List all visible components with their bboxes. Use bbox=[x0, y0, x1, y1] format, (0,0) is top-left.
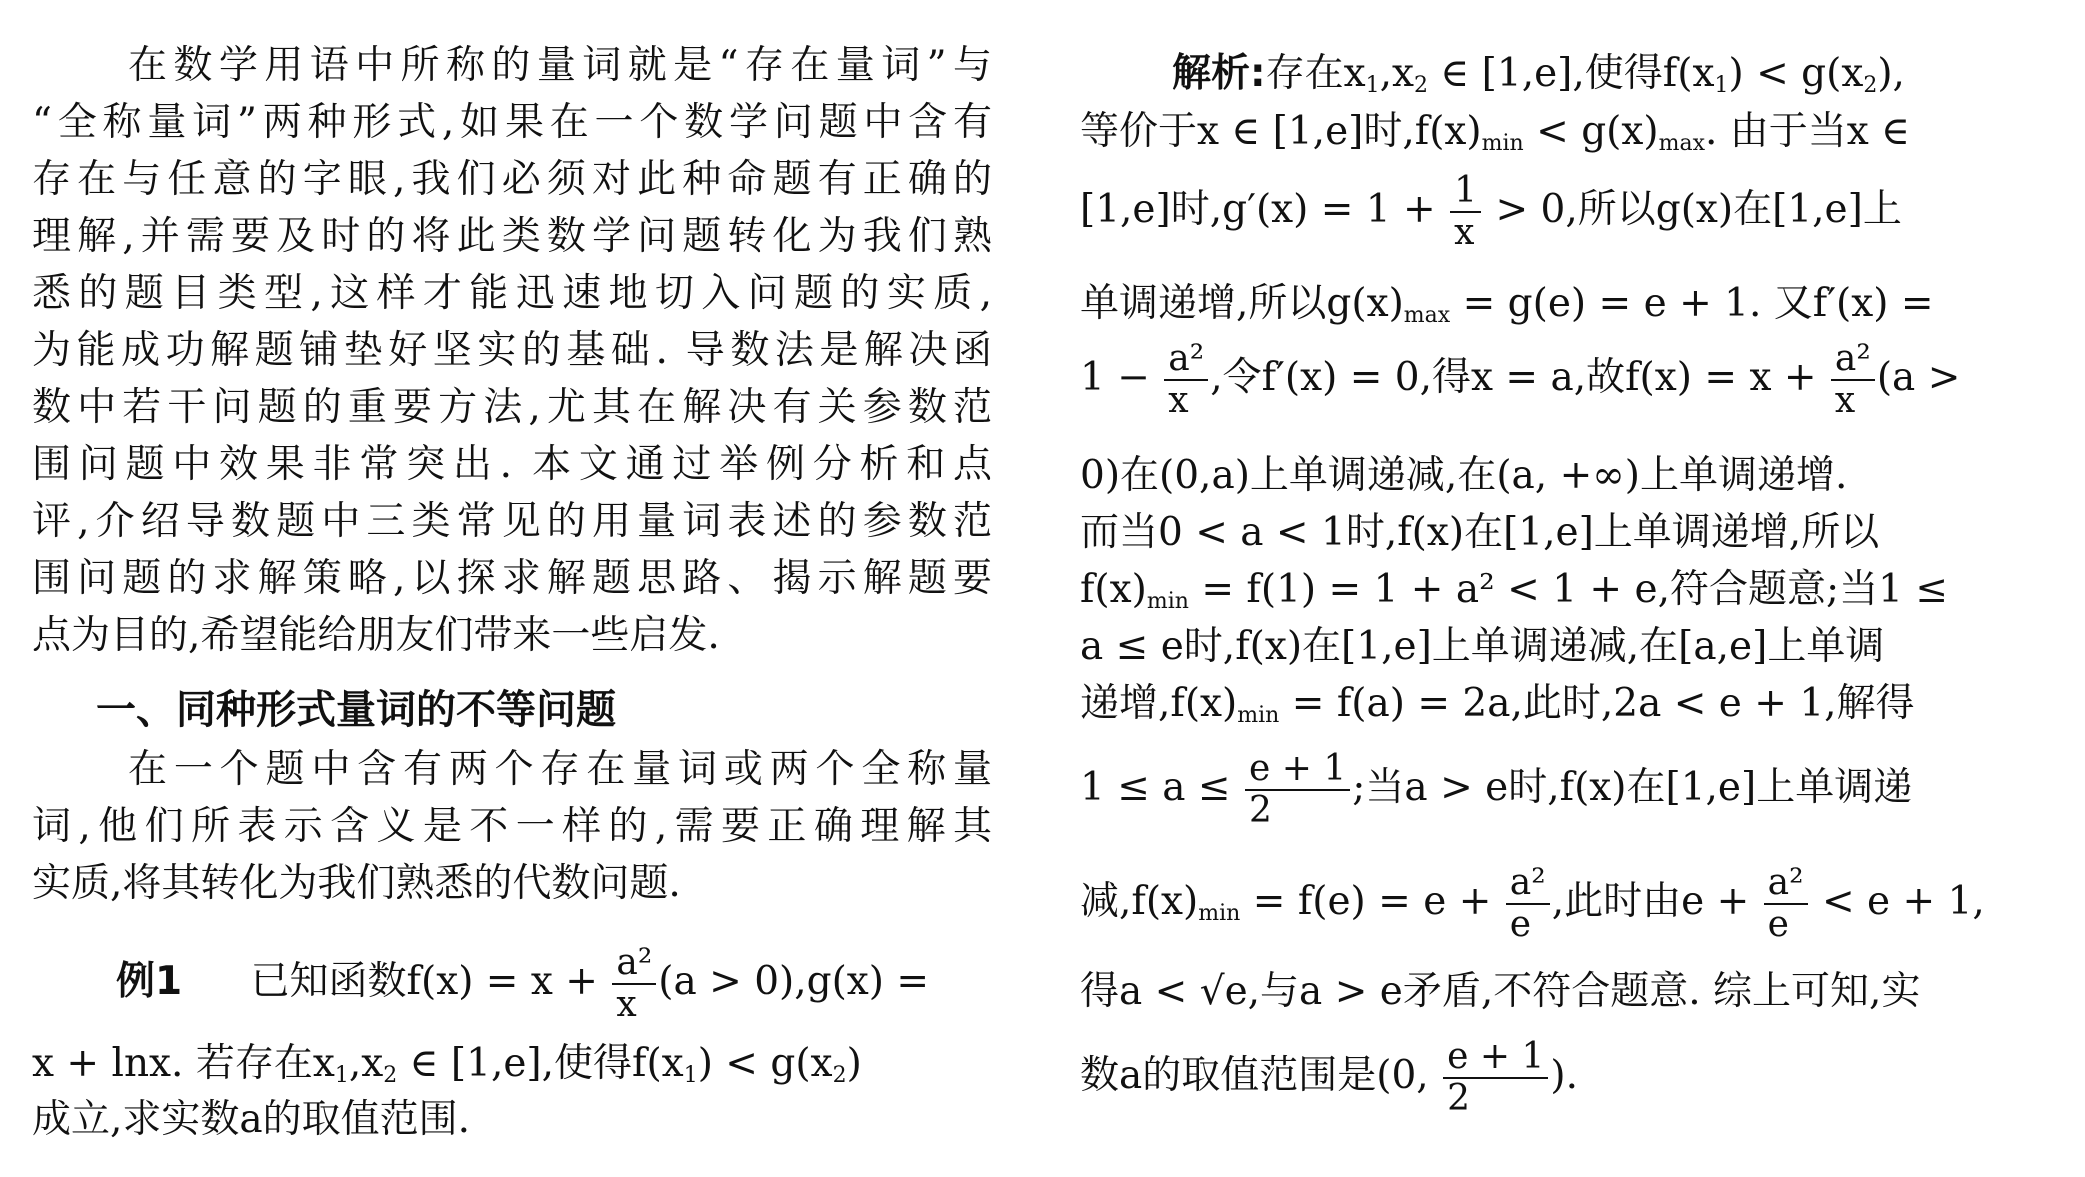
intro-line-5: 悉的题目类型,这样才能迅速地切入问题的实质, bbox=[32, 271, 992, 316]
intro-line-2: “全称量词”两种形式,如果在一个数学问题中含有 bbox=[32, 100, 992, 145]
example-label: 例1 bbox=[116, 959, 183, 1004]
fraction-a2-over-e-1: $\frac{\text{a²}}{e}$ bbox=[1506, 863, 1550, 945]
intro-line-11: 点为目的,希望能给朋友们带来一些启发. bbox=[32, 613, 720, 658]
solution-line-3: [1,e]时,g′(x) = 1 + $\frac{1}{x}$ > 0,所以g(x)在[1,e]上 bbox=[1080, 170, 1902, 253]
solution-line-5: 1 − $\frac{\text{a²}}{x}$ ,令f′(x) = 0,得x = a,故f(x) = x + $\frac{\text{a²}}{x}$ (a > bbox=[1080, 338, 1961, 421]
solution-line-1: 解析:存在$x_1,x_2$ ∈ [1,e],使得$f(x_1) < g(x_2)$, bbox=[1172, 51, 1905, 98]
section-body-line-1: 在一个题中含有两个存在量词或两个全称量 bbox=[128, 747, 992, 792]
fraction-a2-over-x: $\frac{\text{a²}}{x}$ bbox=[612, 943, 656, 1025]
section-title: 一、同种形式量词的不等问题 bbox=[96, 687, 616, 733]
intro-line-10: 围问题的求解策略,以探求解题思路、揭示解题要 bbox=[32, 556, 992, 601]
section-body-line-2: 词,他们所表示含义是不一样的,需要正确理解其 bbox=[32, 804, 992, 849]
section-body-line-3: 实质,将其转化为我们熟悉的代数问题. bbox=[32, 861, 681, 906]
intro-line-4: 理解,并需要及时的将此类数学问题转化为我们熟 bbox=[32, 214, 992, 259]
intro-line-8: 围问题中效果非常突出. 本文通过举例分析和点 bbox=[32, 442, 992, 487]
fraction-a2-over-x-2: $\frac{\text{a²}}{x}$ bbox=[1831, 339, 1875, 421]
intro-line-7: 数中若干问题的重要方法,尤其在解决有关参数范 bbox=[32, 385, 992, 430]
solution-label: 解析: bbox=[1172, 51, 1266, 96]
fraction-e-plus-1-over-2: $\frac{e + 1}{2}$ bbox=[1245, 749, 1350, 831]
solution-line-14: 数a的取值范围是(0, $\frac{e + 1}{2}$ ). bbox=[1080, 1036, 1578, 1119]
fraction-a2-over-e-2: $\frac{\text{a²}}{e}$ bbox=[1764, 863, 1808, 945]
solution-line-9: a ≤ e时,f(x)在[1,e]上单调递减,在[a,e]上单调 bbox=[1080, 624, 1885, 669]
solution-line-7: 而当0 < a < 1时,f(x)在[1,e]上单调递增,所以 bbox=[1080, 510, 1880, 555]
solution-line-4: 单调递增,所以$g(x)_{max} = g(e) = e + 1$. 又f′(x) = bbox=[1080, 281, 1934, 328]
solution-line-10: 递增$,f(x)_{min} = f(a) = 2a$,此时,2a < e + 1,解得 bbox=[1080, 681, 1915, 728]
intro-line-9: 评,介绍导数题中三类常见的用量词表述的参数范 bbox=[32, 499, 992, 544]
example-1-line-1: 例1 已知函数f(x) = x + $\frac{\text{a²}}{x}$ (a > 0),g(x) = bbox=[116, 942, 930, 1025]
fraction-a2-over-x-1: $\frac{\text{a²}}{x}$ bbox=[1164, 339, 1208, 421]
solution-line-12: 减$,f(x)_{min} = f(e) = e$ + $\frac{\text{a²}}{e}$ ,此时由e + $\frac{\text{a²}}{e}$ < e + 1, bbox=[1080, 862, 1985, 945]
example-1-line-3: 成立,求实数a的取值范围. bbox=[32, 1097, 471, 1142]
solution-line-8: $f(x)_{min} = f(1) = 1 + a^2 < 1 + e$,符合题意;当1 ≤ bbox=[1080, 567, 1949, 614]
solution-line-13: 得a < √e,与a > e矛盾,不符合题意. 综上可知,实 bbox=[1080, 969, 1921, 1014]
example-1-line-2: x + lnx. 若存在$x_1,x_2$ ∈ [1,e],使得$f(x_1) < g(x_2)$ bbox=[32, 1041, 862, 1088]
fraction-1-over-x: $\frac{1}{x}$ bbox=[1450, 171, 1481, 253]
intro-line-3: 存在与任意的字眼,我们必须对此种命题有正确的 bbox=[32, 157, 992, 202]
fraction-e-plus-1-over-2-final: $\frac{e + 1}{2}$ bbox=[1443, 1037, 1548, 1119]
solution-line-2: 等价于x ∈ [1,e]时$,f(x)_{min} < g(x)_{max}$. 由于当x ∈ bbox=[1080, 109, 1911, 156]
solution-line-11: 1 ≤ a ≤ $\frac{e + 1}{2}$ ;当a > e时,f(x)在[1,e]上单调递 bbox=[1080, 748, 1913, 831]
intro-line-1: 在数学用语中所称的量词就是“存在量词”与 bbox=[128, 43, 992, 88]
intro-line-6: 为能成功解题铺垫好坚实的基础. 导数法是解决函 bbox=[32, 328, 992, 373]
solution-line-6: 0)在(0,a)上单调递减,在(a, +∞)上单调递增. bbox=[1080, 453, 1848, 498]
